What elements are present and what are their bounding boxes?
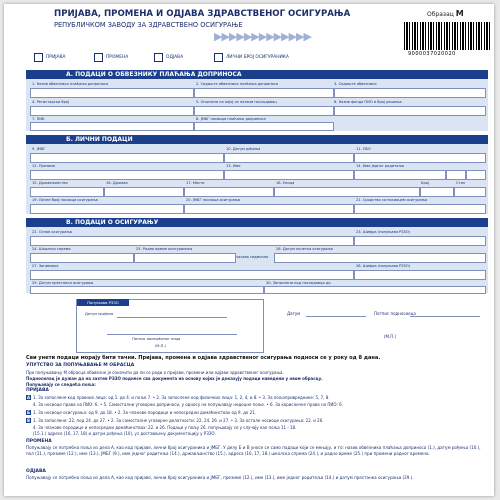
working-hours-input[interactable] [134,253,236,263]
instruction-row: Б 1. За носиоце осигурања: од 9. до 18. • 2. За чланове породице и непосредни домаћинствах од 9. до 21. [26,410,256,415]
section-a-body: 1. Назив обвезника плаћања доприноса 2. Седиште обвезника плаћања доприноса 3. Седиште обвезника 4. Регистарски број 5. Општина на којој се налази послодавац 6. Назив фонда ПИО и број решења 7. ПИБ 8. ЈМБГ носиоца плаћања доприноса [26,79,488,131]
lbo-input[interactable] [354,153,486,163]
odjava-text: Попуњавају се потребна поља из дела А, као код пријаве, лични број осигураника и ЈМБГ, презиме (12.), име (13.), име једног родитеља (14.) и датум престанка осигурања (29.). [26,475,414,480]
form-page: ПРИЈАВА, ПРОМЕНА И ОДЈАВА ЗДРАВСТВЕНОГ ОСИГУРАЊА РЕПУБЛИЧКОМ ЗАВОДУ ЗА ЗДРАВСТВЕНО ОСИГУРАЊЕ Образац М ▶▶▶▶▶▶▶▶▶▶▶▶▶ 9000037020020 ПРИЈАВА ПРОМЕНА ОДЈАВА ЛИЧНИ БРОЈ ОСИГУРАНИКА A. ПОДАЦИ О ОБВЕЗНИКУ ПЛАЋАЊА ДОПРИНОСА 1. Назив обвезника плаћања доприноса 2. Седиште обвезника плаћања доприноса 3. Седиште обвезника 4. Регистарски број 5. Општина на којој се налази послодавац 6. Назив фонда ПИО и број решења 7. ПИБ 8. ЈМБГ носиоца плаћања доприноса Б. ЛИЧНИ ПОДАЦИ 9. ЈМБГ 10. Датум рођења 11. ЛБО 12. Презиме 13. Име 14. Име једног родитеља 15. Држављанство 16. Држава 17. Место 18. Улица Број Стан 19. Личне број носиоца осигурања 20. ЈМБГ носиоца осигурања 21. Сродство са носиоцем осигурања В. ПОДАЦИ О ОСИГУРАЊУ 22. Основ осигурања 23. Шифра (попуњава РЗЗО) 24. Школска спрема 25. Радно време осигураника 26. Датум почетка осигурања часова седмично 27. Занимање 28. Шифра (попуњава РЗЗО) 29. Датум престанка осигурања 30. Запослени код послодавца до Попуњава РЗЗО Датум пријема Потпис овлашћеног лица (М.П.) Датум Потпис подносиоца (М.П.) Сви унети подаци морају бити тачни. Пријава, промена и одјава здравственог осигурања подноси се у року од 8 дана. УПУТСТВО ЗА ПОПУЊАВАЊЕ М ОБРАСЦА При попуњавању М обрасца обавезно је означити да ли се ради о пријави, промени или одјави здравственог осигурања. Подносилац је дужан да на захтев РЗЗО поднесе сва документа на основу којих је доказују подаци наведени у овом обрасцу. Попуњавају се следећа поља: ПРИЈАВА A 1. За запослене код правних лица: од 1. до 4. и поље 7. • 2. За запослене код физичких лица: 1, 2, 4, и 8. • 3. За пољопривреднике: 5, 7, 8. 4. За носиоце права на ПИО: 6. • 5. Самостални уговорни доприноси, у односу на попуњавају недоцне поље. • 6. За корисничке права на ПИО: 6. Б 1. За носиоце осигурања: од 9. до 18. • 2. За чланове породице и непосредни домаћинствах од 9. до 21. В 1. За запослене: 22, под 24. до 27. • 2. За самосталне уговорне делатности: 22, 24, 26. и 27. • 3. За остале носиоце осигурања: 22. и 26. 4. За чланове породице и непосредни домаћинствах: 22. и 26. Подаци у пољу 26. попуњавају се у случају као поља 11 - 18. (15.1.) адресе (16, 17, 18) и датум рођења (10), уз достављену документацију у РЗЗО. ПРОМЕНА Попуњавају се потребна поља из дела А, као код пријаве, лични број осигураника и ЈМБГ. У делу Б и В уносе се само подаци који се мењају, и то: назив обвезника плаћања доприноса (1.), датум рођења (10.), пол (11.), презиме (12.), име (13.), ЈМБГ (9.), име једног родитеља (14.), држављанство (15.), адреса (16, 17, 18.) школска спрема (24.), и радно време (25.) при промени радног времена. ОДЈАВА Попуњавају се потребна поља из дела А, као код пријаве, лични број осигураника и ЈМБГ, презиме (12.), име (13.), име једног родитеља (14.) и датум престанка осигурања (29.). [4,4,494,496]
payer-name-input[interactable] [30,88,194,98]
insurance-end-input[interactable] [30,286,264,294]
rzzo-sign-line[interactable] [107,334,237,335]
promena-heading: ПРОМЕНА [26,439,52,444]
occupation-code-input[interactable] [354,270,486,280]
holder-number-input[interactable] [30,204,184,214]
relation-input[interactable] [354,204,486,214]
instruction-row: В 1. За запослене: 22, под 24. до 27. • 2. За самосталне уговорне делатности: 22, 24, 26. и 27. • 3. За остале носиоце осигурања: 22. и 26. [26,418,324,423]
checkbox-icon[interactable] [34,53,43,62]
rzzo-box: Попуњава РЗЗО Датум пријема Потпис овлашћеног лица (М.П.) [76,299,264,353]
instructions-heading: УПУТСТВО ЗА ПОПУЊАВАЊЕ М ОБРАСЦА [26,363,135,368]
barcode-number: 9000037020020 [408,51,456,57]
street-input[interactable] [274,187,420,197]
section-c-header: В. ПОДАЦИ О ОСИГУРАЊУ [26,218,488,227]
instruction-row: 4. За носиоце права на ПИО: 6. • 5. Самостални уговорни доприноси, у односу на попуњавају недоцне поље. • 6. За корисничке права на ПИО: 6. [33,402,343,407]
rzzo-tab: Попуњава РЗЗО [77,299,129,306]
check-prijava[interactable]: ПРИЈАВА [34,53,66,62]
payer-jmbg-input[interactable] [194,122,334,131]
form-type-checks [34,53,354,65]
checkbox-icon[interactable] [214,53,223,62]
prijava-heading: ПРИЈАВА [26,388,49,393]
signature-line[interactable] [410,316,480,317]
form-code-label [427,9,464,18]
instruction-row: (15.1.) адресе (16, 17, 18) и датум рођења (10), уз достављену документацију у РЗЗО. [33,431,216,436]
instruction-row: 4. За чланове породице и непосредни домаћинствах: 22. и 26. Подаци у пољу 26. попуњавају се у случају као поља 11 - 18. [33,425,297,430]
rzzo-date-line[interactable] [117,317,227,318]
form-subtitle: РЕПУБЛИЧКОМ ЗАВОДУ ЗА ЗДРАВСТВЕНО ОСИГУРАЊЕ [54,21,243,29]
gender-m-box[interactable] [446,170,466,180]
section-b-body: 9. ЈМБГ 10. Датум рођења 11. ЛБО 12. Презиме 13. Име 14. Име једног родитеља 15. Држављанство 16. Држава 17. Место 18. Улица Број Стан 19. Личне број носиоца осигурања 20. ЈМБГ носиоца осигурања 21. Сродство са носиоцем осигурања [26,144,488,214]
education-input[interactable] [30,253,134,263]
pio-fund-input[interactable] [334,106,486,116]
section-b-header: Б. ЛИЧНИ ПОДАЦИ [26,135,488,144]
instruction-row: A 1. За запослене код правних лица: од 1. до 4. и поље 7. • 2. За запослене код физичких лица: 1, 2, 4, и 8. • 3. За пољопривреднике: 5, 7, 8. [26,395,330,400]
code-rzzo-input[interactable] [354,236,486,246]
citizenship-input[interactable] [30,187,104,197]
city-input[interactable] [184,187,274,197]
obrazac-code: М [455,9,464,18]
check-promena[interactable]: ПРОМЕНА [94,53,128,62]
obrazac-label: Образац [427,11,454,18]
pib-input[interactable] [30,122,194,131]
parent-name-input[interactable] [354,170,446,180]
municipality-input[interactable] [194,106,334,116]
surname-input[interactable] [30,170,224,180]
form-title: ПРИЈАВА, ПРОМЕНА И ОДЈАВА ЗДРАВСТВЕНОГ ОСИГУРАЊА [54,9,351,19]
barcode-icon [404,22,490,50]
occupation-input[interactable] [30,270,354,280]
payer-seat-input[interactable] [194,88,334,98]
promena-text: Попуњавају се потребна поља из дела А, као код пријаве, лични број осигураника и ЈМБГ. У делу Б и В уносе се само подаци који се мењају, и то: назив обвезника плаћања доприноса (1.), датум рођења (10.), пол (11.), презиме (12.), име (13.), ЈМБГ (9.), име једног родитеља (14.), држављанство (15.), адреса (16, 17, 18.) школска спрема (24.), и радно време (25.) при промени радног времена. [26,445,481,456]
name-input[interactable] [224,170,354,180]
check-odjava[interactable]: ОДЈАВА [154,53,183,62]
jmbg-input[interactable] [30,153,224,163]
payer-seat2-input[interactable] [334,88,486,98]
apartment-input[interactable] [454,187,486,197]
chevron-decoration-icon: ▶▶▶▶▶▶▶▶▶▶▶▶▶ [214,30,311,43]
employed-until-input[interactable] [264,286,486,294]
checkbox-icon[interactable] [94,53,103,62]
gender-f-box[interactable] [466,170,486,180]
insurance-start-input[interactable] [274,253,486,263]
holder-jmbg-input[interactable] [184,204,354,214]
checkbox-icon[interactable] [154,53,163,62]
insurance-basis-input[interactable] [30,236,354,246]
section-c-body: 22. Основ осигурања 23. Шифра (попуњава РЗЗО) 24. Школска спрема 25. Радно време осигураника 26. Датум почетка осигурања часова седмично 27. Занимање 28. Шифра (попуњава РЗЗО) 29. Датум престанка осигурања 30. Запослени код послодавца до [26,227,488,293]
registration-number-input[interactable] [30,106,194,116]
instructions-lead: Сви унети подаци морају бити тачни. Пријава, промена и одјава здравственог осигурања подноси се у року од 8 дана. [26,355,381,361]
country-input[interactable] [104,187,184,197]
personal-number-field[interactable]: ЛИЧНИ БРОЈ ОСИГУРАНИКА [214,53,289,62]
house-number-input[interactable] [420,187,454,197]
odjava-heading: ОДЈАВА [26,469,46,474]
signature-date-line[interactable] [306,316,366,317]
birth-date-input[interactable] [224,153,354,163]
section-a-header: A. ПОДАЦИ О ОБВЕЗНИКУ ПЛАЋАЊА ДОПРИНОСА [26,70,488,79]
